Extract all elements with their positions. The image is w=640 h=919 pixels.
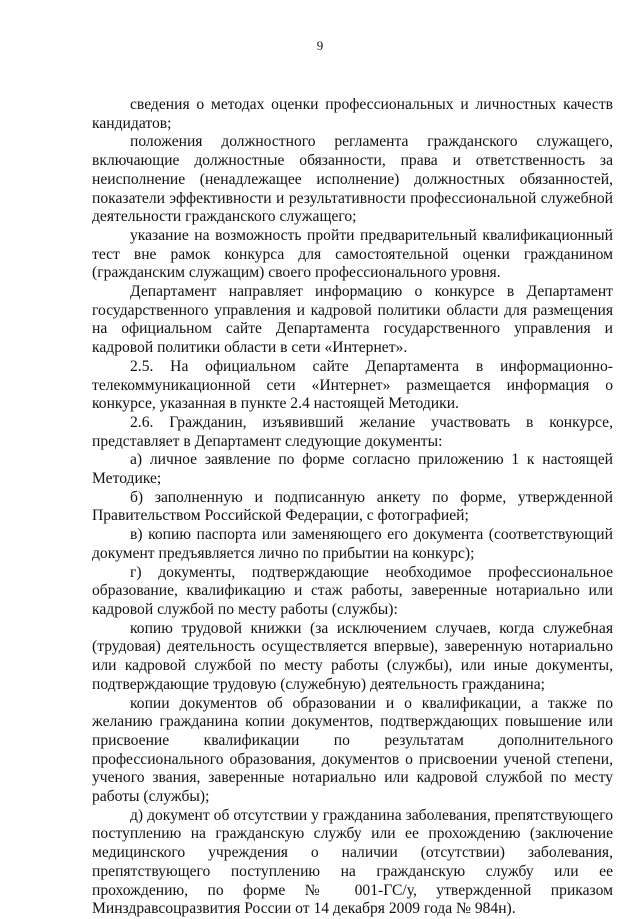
- paragraph: Департамент направляет информацию о конкурсе в Департамент государственного управления и кадровой политики области для размещения на официальном сайте Департамента государственного управления и кадровой политики области в сети «Интернет».: [92, 283, 613, 357]
- paragraph: а) личное заявление по форме согласно приложению 1 к настоящей Методике;: [92, 451, 613, 488]
- paragraph: копию трудовой книжки (за исключением случаев, когда служебная (трудовая) деятельность осуществляется впервые), заверенную нотариально или кадровой службой по месту работы (службы), или иные документы, подтверждающие трудовую (служебную) деятельность гражданина;: [92, 619, 613, 693]
- paragraph: 2.5. На официальном сайте Департамента в информационно-телекоммуникационной сети «Интернет» размещается информация о конкурсе, указанная в пункте 2.4 настоящей Методики.: [92, 357, 613, 413]
- document-body: [92, 96, 613, 919]
- paragraph: копии документов об образовании и о квалификации, а также по желанию гражданина копии документов, подтверждающих повышение или присвоение квалификации по результатам дополнительного профессионального образования, документов о присвоении ученой степени, ученого звания, заверенные нотариально или кадровой службой по месту работы (службы);: [92, 694, 613, 806]
- paragraph: б) заполненную и подписанную анкету по форме, утвержденной Правительством Российской Федерации, с фотографией;: [92, 488, 613, 525]
- paragraph: указание на возможность пройти предварительный квалификационный тест вне рамок конкурса для самостоятельной оценки гражданином (гражданским служащим) своего профессионального уровня.: [92, 226, 613, 282]
- paragraph: в) копию паспорта или заменяющего его документа (соответствующий документ предъявляется лично по прибытии на конкурс);: [92, 526, 613, 562]
- paragraph: г) документы, подтверждающие необходимое профессиональное образование, квалификацию и стаж работы, заверенные нотариально или кадровой службой по месту работы (службы):: [92, 563, 613, 618]
- paragraph: 2.6. Гражданин, изъявивший желание участвовать в конкурсе, представляет в Департамент следующие документы:: [92, 413, 613, 450]
- paragraph: д) документ об отсутствии у гражданина заболевания, препятствующего поступлению на гражданскую службу или ее прохождению (заключение медицинского учреждения о наличии (отсутствии) заболевания, препятствующего поступлению на гражданскую службу или ее прохождению, по форме № 001-ГС/у, утвержденной приказом Минздравсоцразвития России от 14 декабря 2009 года № 984н).: [92, 806, 613, 918]
- paragraph: положения должностного регламента гражданского служащего, включающие должностные обязанности, права и ответственность за неисполнение (ненадлежащее исполнение) должностных обязанностей, показатели эффективности и результативности профессиональной служебной деятельности гражданского служащего;: [92, 133, 613, 226]
- paragraph: сведения о методах оценки профессиональных и личностных качеств кандидатов;: [92, 96, 613, 132]
- page-number: 9: [316, 38, 324, 53]
